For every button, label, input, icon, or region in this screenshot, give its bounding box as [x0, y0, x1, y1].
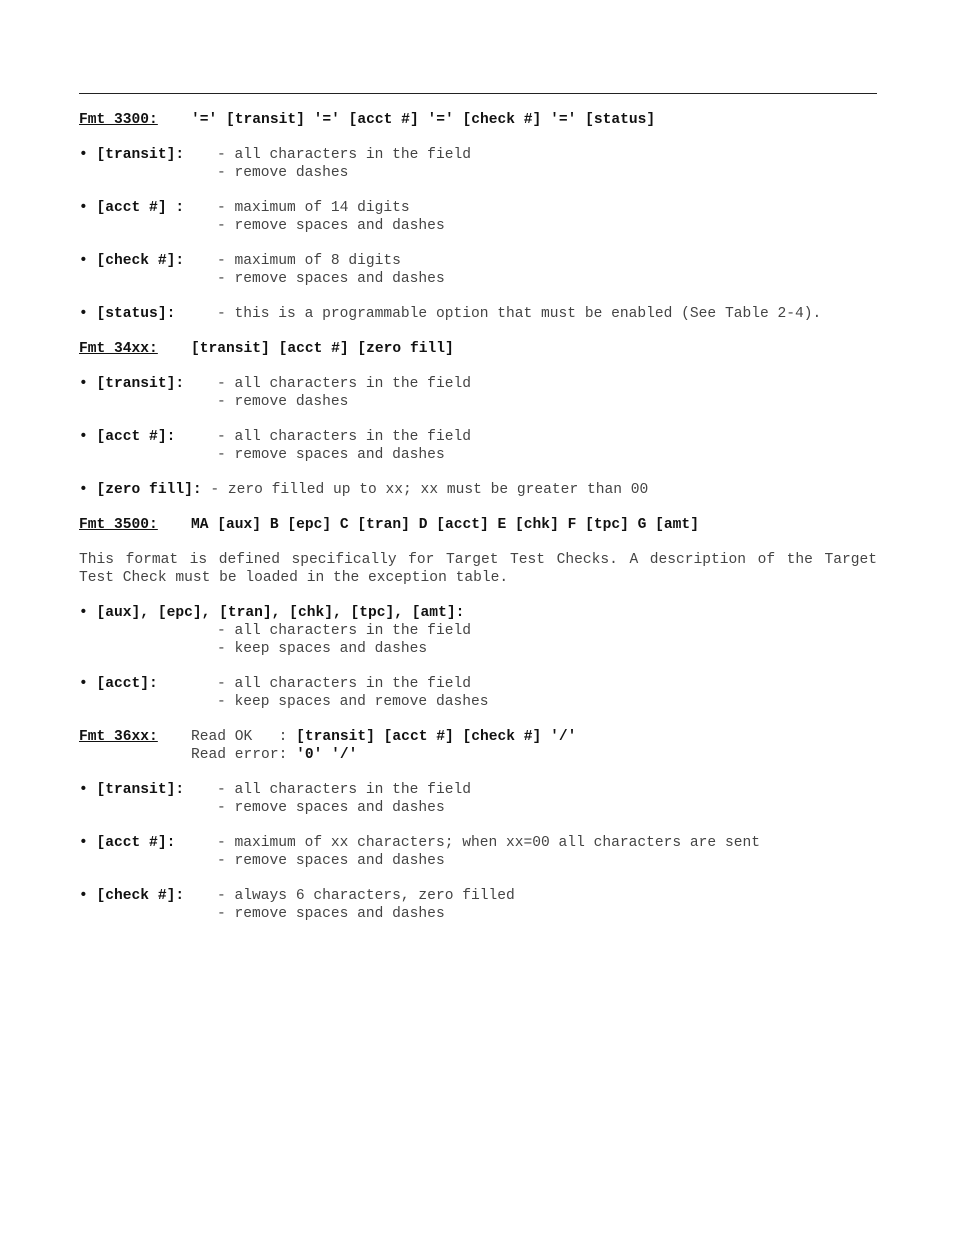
field-desc: - always 6 characters, zero filled [217, 888, 515, 904]
top-rule [79, 93, 877, 94]
list-item [79, 675, 877, 693]
list-item-cont [79, 217, 877, 235]
field-desc: - remove dashes [217, 165, 349, 181]
list-item [79, 375, 877, 393]
list-item [79, 252, 877, 270]
field-key: • [acct #] : [79, 200, 185, 216]
field-key: • [transit]: [79, 376, 185, 392]
list-item [79, 146, 877, 164]
list-item-cont [79, 164, 877, 182]
fmt-36xx-read-error [79, 746, 877, 764]
field-desc: - keep spaces and dashes [217, 641, 428, 657]
list-item-cont [79, 270, 877, 288]
field-key: • [aux], [epc], [tran], [chk], [tpc], [amt]: [79, 605, 465, 621]
list-item [79, 199, 877, 217]
field-desc: - remove spaces and dashes [217, 447, 445, 463]
field-desc: - remove dashes [217, 394, 349, 410]
list-item [79, 604, 877, 622]
field-desc: - maximum of 14 digits [217, 200, 410, 216]
field-desc: - this is a programmable option that must be enabled (See Table 2-4). [217, 306, 822, 322]
list-item-cont [79, 905, 877, 923]
read-error-value: '0' '/' [296, 747, 358, 763]
field-desc: - remove spaces and dashes [217, 906, 445, 922]
document-body [79, 111, 877, 923]
field-desc: - maximum of xx characters; when xx=00 all characters are sent [217, 835, 760, 851]
fmt-label: Fmt 36xx: [79, 729, 158, 745]
field-key: • [transit]: [79, 782, 185, 798]
field-desc: - all characters in the field [217, 147, 471, 163]
list-item [79, 887, 877, 905]
field-desc: - remove spaces and dashes [217, 853, 445, 869]
field-key: • [acct #]: [79, 429, 176, 445]
description-paragraph: This format is defined specifically for Target Test Checks. A description of the Target Test Check must be loaded in the exception table. [79, 552, 877, 586]
list-item-cont [79, 446, 877, 464]
field-desc: - all characters in the field [217, 376, 471, 392]
fmt-value: '=' [transit] '=' [acct #] '=' [check #] '=' [status] [191, 112, 656, 128]
list-item [79, 781, 877, 799]
list-item [79, 481, 877, 499]
field-key: • [check #]: [79, 253, 185, 269]
list-item [79, 428, 877, 446]
read-ok-label: Read OK : [191, 729, 297, 745]
list-item [79, 305, 877, 323]
field-desc: - all characters in the field [217, 676, 471, 692]
list-item-cont [79, 799, 877, 817]
list-item [79, 834, 877, 852]
field-desc: - remove spaces and dashes [217, 218, 445, 234]
field-key: • [check #]: [79, 888, 185, 904]
fmt-36xx-heading [79, 728, 877, 746]
field-desc: - all characters in the field [217, 623, 471, 639]
field-key: • [status]: [79, 306, 176, 322]
field-desc: - remove spaces and dashes [217, 800, 445, 816]
fmt-value: [transit] [acct #] [zero fill] [191, 341, 454, 357]
list-item-cont [79, 393, 877, 411]
list-item-cont [79, 693, 877, 711]
field-key: • [transit]: [79, 147, 185, 163]
read-ok-value: [transit] [acct #] [check #] '/' [296, 729, 577, 745]
field-desc: - all characters in the field [217, 782, 471, 798]
fmt-3300-heading [79, 111, 877, 129]
list-item-cont [79, 852, 877, 870]
list-item-cont [79, 622, 877, 640]
field-desc: - all characters in the field [217, 429, 471, 445]
field-desc: - zero filled up to xx; xx must be greater than 00 [210, 482, 649, 498]
field-desc [202, 481, 211, 499]
field-key: • [acct #]: [79, 835, 176, 851]
fmt-label: Fmt 34xx: [79, 341, 158, 357]
fmt-3500-heading [79, 516, 877, 534]
fmt-34xx-heading [79, 340, 877, 358]
fmt-value: MA [aux] B [epc] C [tran] D [acct] E [chk] F [tpc] G [amt] [191, 517, 699, 533]
fmt-label: Fmt 3500: [79, 517, 158, 533]
field-desc: - maximum of 8 digits [217, 253, 401, 269]
field-key: • [acct]: [79, 676, 158, 692]
field-desc: - remove spaces and dashes [217, 271, 445, 287]
fmt-label: Fmt 3300: [79, 112, 158, 128]
read-error-label: Read error: [191, 747, 297, 763]
list-item-cont [79, 640, 877, 658]
field-desc: - keep spaces and remove dashes [217, 694, 489, 710]
field-key: • [zero fill]: [79, 482, 202, 498]
